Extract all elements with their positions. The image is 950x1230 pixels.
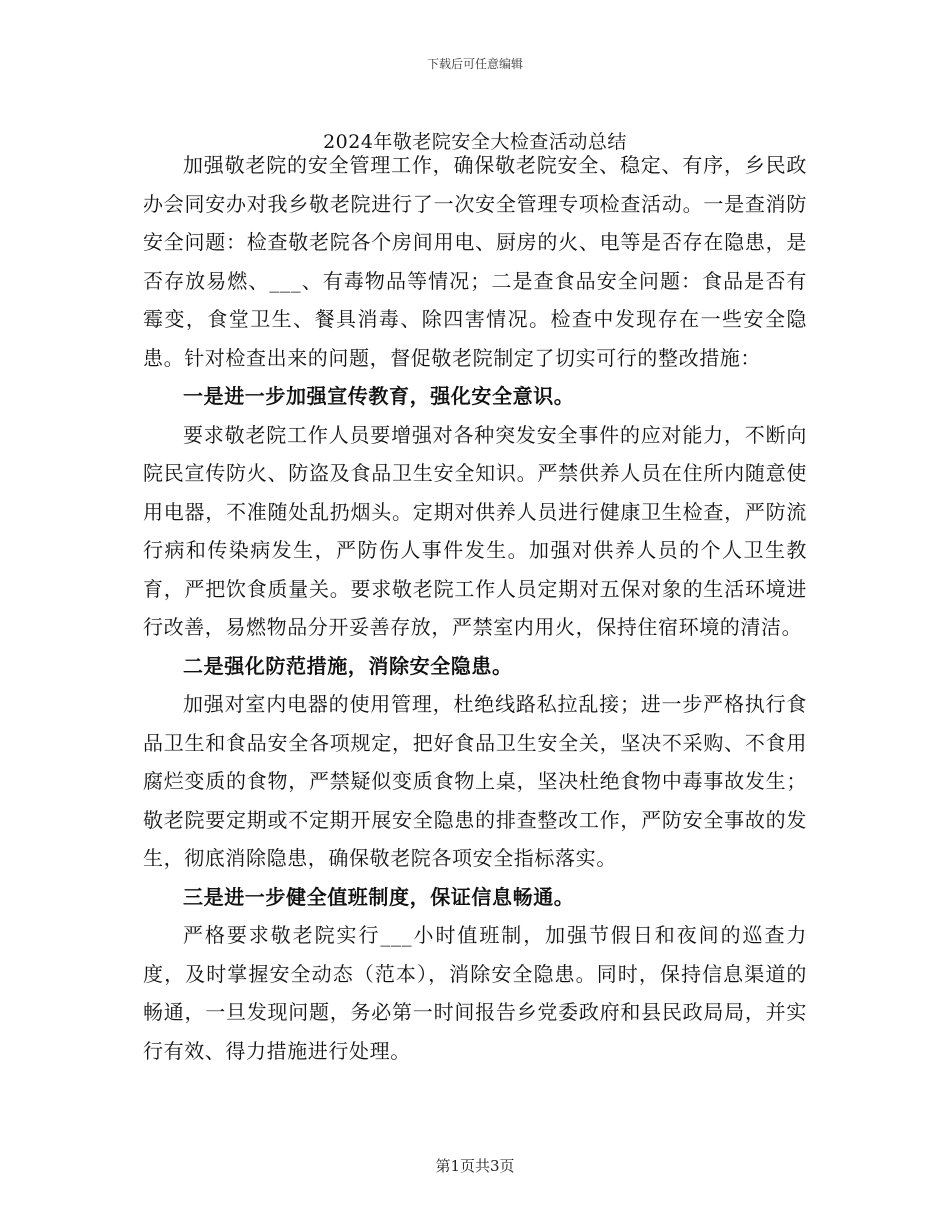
section-paragraph-2: 加强对室内电器的使用管理，杜绝线路私拉乱接；进一步严格执行食品卫生和食品安全各项规定，把好食品卫生安全关，坚决不采购、不食用腐烂变质的食物，严禁疑似变质食物上桌，坚决杜绝食物中毒事故发生；敬老院要定期或不定期开展安全隐患的排查整改工作，严防安全事故的发生，彻底消除隐患，确保敬老院各项安全指标落实。: [143, 692, 807, 870]
section-paragraph-1: 要求敬老院工作人员要增强对各种突发安全事件的应对能力，不断向院民宣传防火、防盗及食品卫生安全知识。严禁供养人员在住所内随意使用电器，不准随处乱扔烟头。定期对供养人员进行健康卫生检查，严防流行病和传染病发生，严防伤人事件发生。加强对供养人员的个人卫生教育，严把饮食质量关。要求敬老院工作人员定期对五保对象的生活环境进行改善，易燃物品分开妥善存放，严禁室内用火，保持住宿环境的清洁。: [143, 422, 807, 639]
section-heading-3: 三是进一步健全值班制度，保证信息畅通。: [183, 884, 575, 909]
header-note: 下载后可任意编辑: [426, 57, 523, 71]
intro-paragraph: 加强敬老院的安全管理工作，确保敬老院安全、稳定、有序，乡民政办会同安办对我乡敬老院进行了一次安全管理专项检查活动。一是查消防安全问题：检查敬老院各个房间用电、厨房的火、电等是否存在隐患，是否存放易燃、___、有毒物品等情况；二是查食品安全问题：食品是否有霉变，食堂卫生、餐具消毒、除四害情况。检查中发现存在一些安全隐患。针对检查出来的问题，督促敬老院制定了切实可行的整改措施：: [143, 153, 807, 370]
section-heading-2: 二是强化防范措施，消除安全隐患。: [183, 653, 513, 678]
document-body: [143, 146, 807, 1070]
section-paragraph-3: 严格要求敬老院实行___小时值班制，加强节假日和夜间的巡查力度，及时掌握安全动态（范本），消除安全隐患。同时，保持信息渠道的畅通，一旦发现问题，务必第一时间报告乡党委政府和县民政局局，并实行有效、得力措施进行处理。: [143, 923, 807, 1063]
section-heading-1: 一是进一步加强宣传教育，强化安全意识。: [183, 384, 575, 408]
document-title: 2024年敬老院安全大检查活动总结: [323, 130, 627, 153]
page-footer: 第1页共3页: [435, 1157, 515, 1175]
